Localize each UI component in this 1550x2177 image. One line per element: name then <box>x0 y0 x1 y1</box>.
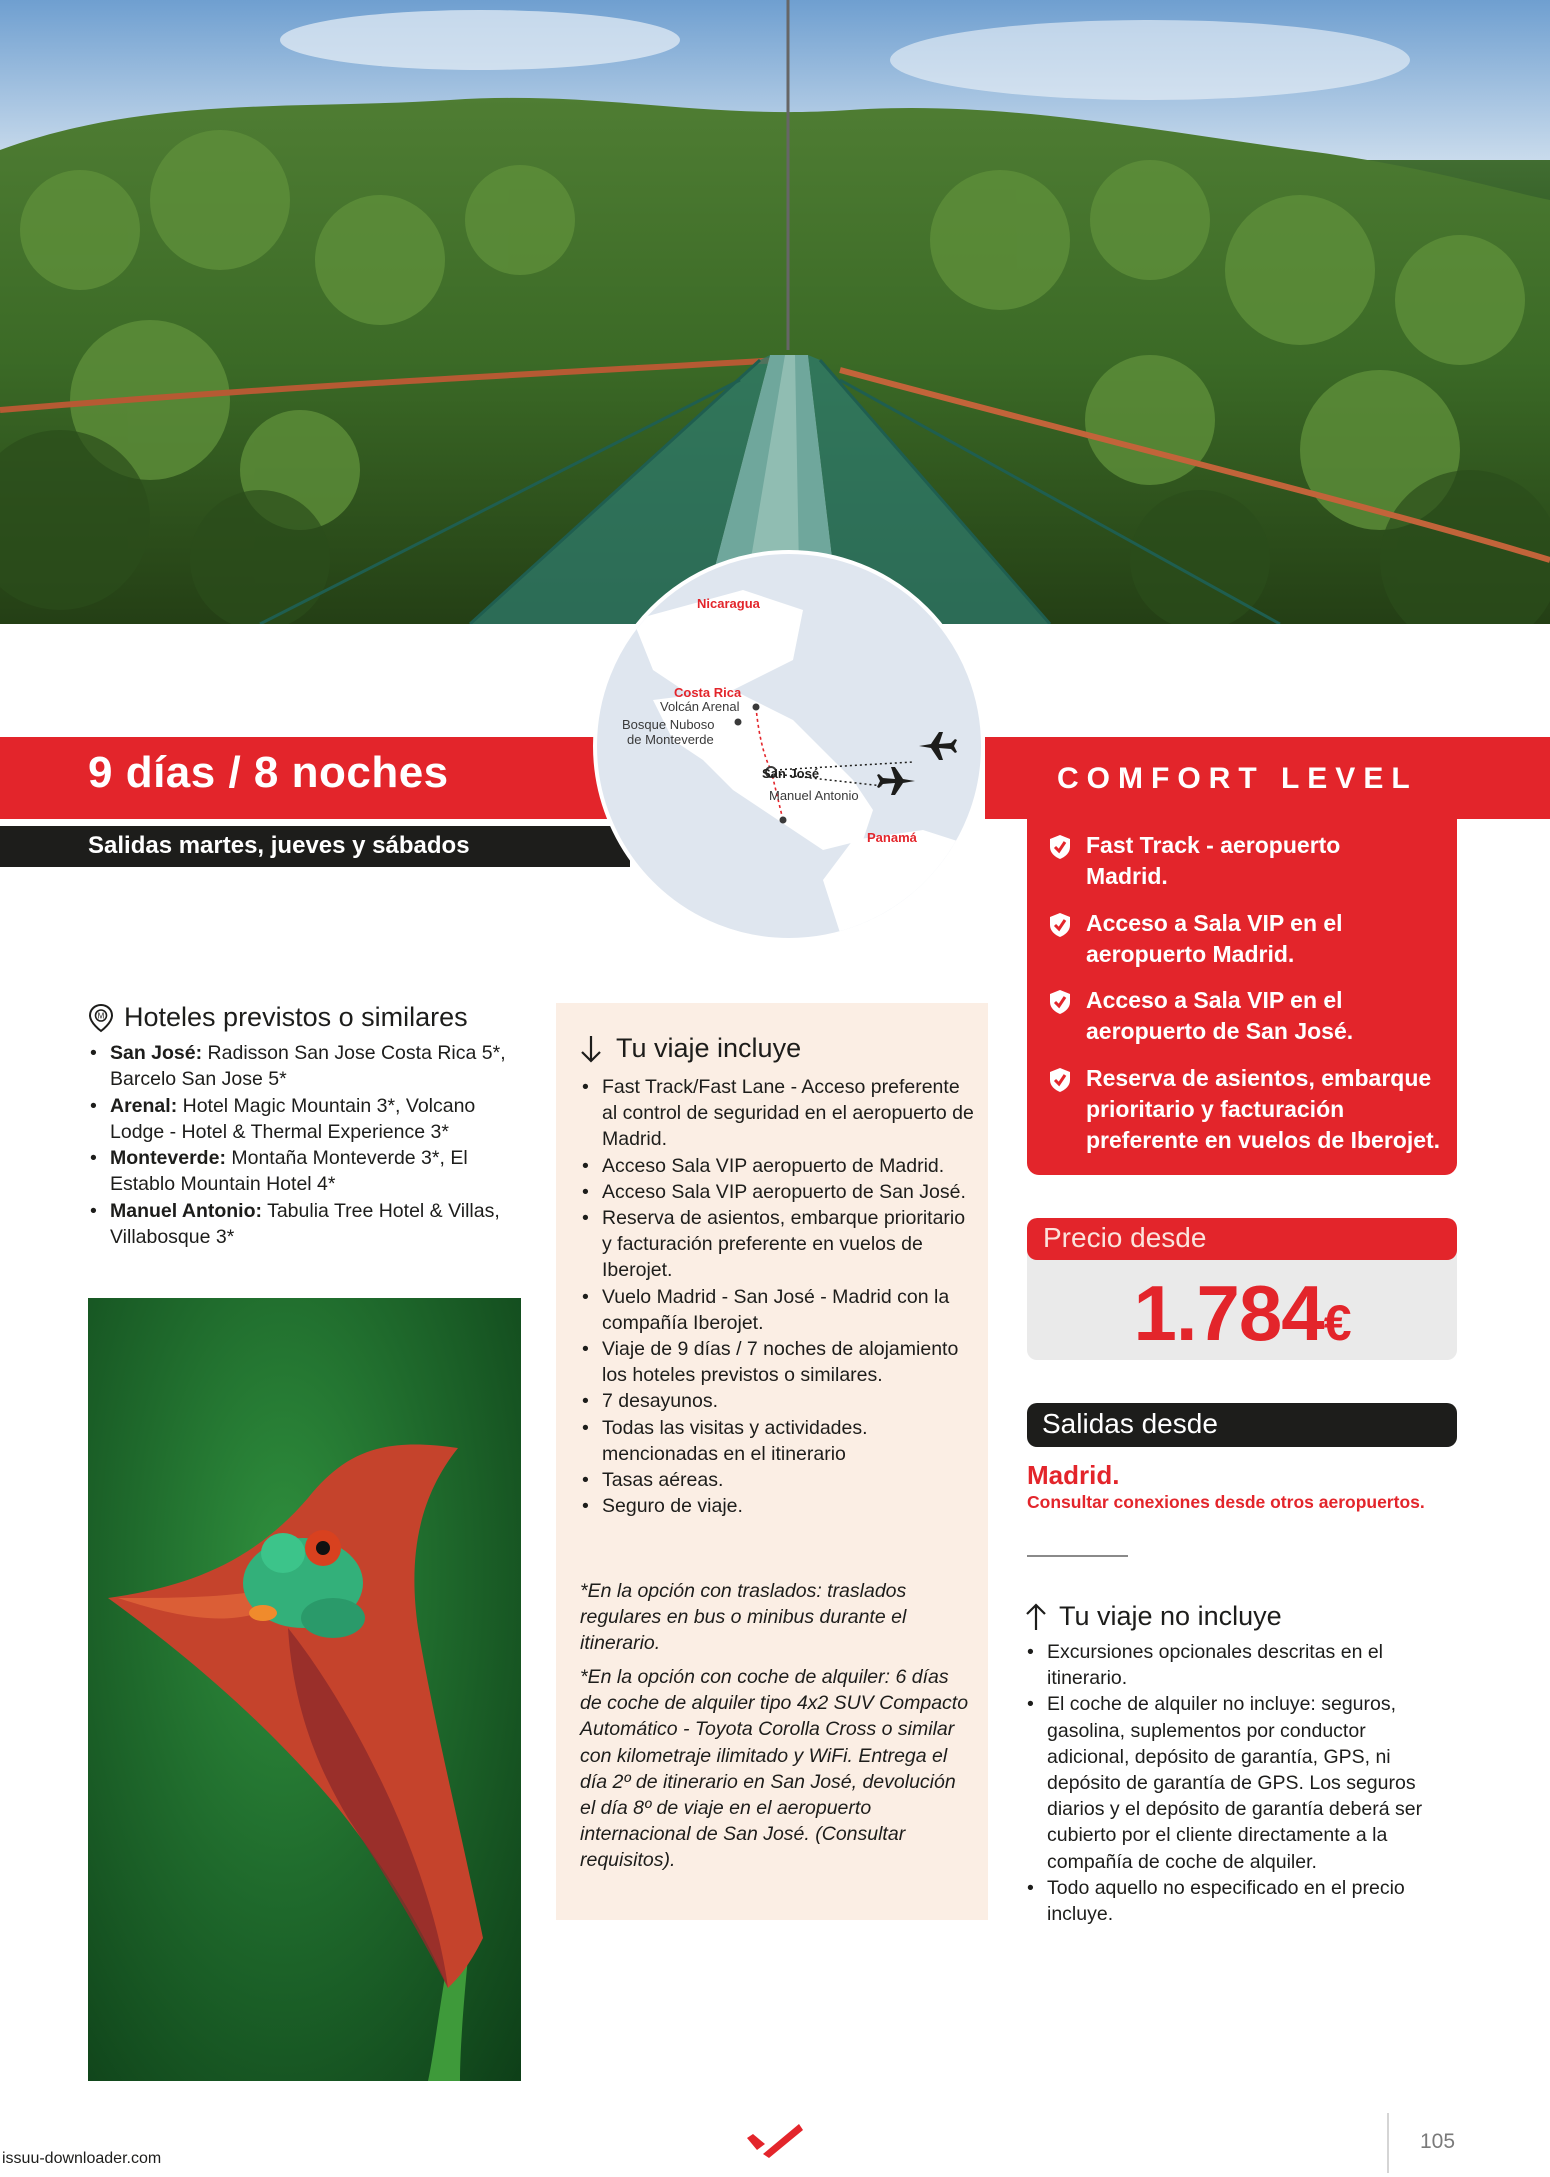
price-amount: 1.784 <box>1133 1269 1324 1357</box>
price-label: Precio desde <box>1043 1222 1207 1253</box>
departure-connections-note: Consultar conexiones desde otros aeropuertos. <box>1027 1492 1425 1512</box>
frog-illustration <box>88 1298 521 2081</box>
comfort-item-line: Reserva de asientos, embarque <box>1086 1065 1432 1091</box>
hotel-names: Villabosque 3* <box>110 1226 235 1249</box>
includes-list <box>580 1074 975 1519</box>
shield-check-icon <box>1048 912 1072 938</box>
price-value <box>1027 1268 1457 1359</box>
list-item: • Excursiones opcionales descritas en el itinerario. <box>1025 1639 1450 1691</box>
includes-heading <box>580 1033 801 1064</box>
trip-duration-title: 9 días / 8 noches <box>88 748 449 797</box>
comfort-item <box>1048 985 1448 1047</box>
list-item: • Acceso Sala VIP aeropuerto de San José. <box>580 1179 975 1205</box>
comfort-level-title: COMFORT LEVEL <box>1057 762 1418 795</box>
list-item: • Todas las visitas y actividades. mencionadas en el itinerario <box>580 1415 975 1467</box>
map-label-nicaragua: Nicaragua <box>697 596 760 611</box>
includes-title: Tu viaje incluye <box>616 1033 802 1063</box>
map-label-monteverde: Bosque Nuboso <box>622 717 715 732</box>
price-currency: € <box>1323 1295 1351 1351</box>
comfort-item-line: preferente en vuelos de Iberojet. <box>1086 1127 1441 1153</box>
list-item <box>88 1040 528 1093</box>
list-item: • Reserva de asientos, embarque prioritario y facturación preferente en vuelos de Iberojet. <box>580 1205 975 1284</box>
list-item: • 7 desayunos. <box>580 1388 975 1414</box>
hotels-heading <box>88 1002 468 1033</box>
list-item: • Tasas aéreas. <box>580 1467 975 1493</box>
list-item: • Fast Track/Fast Lane - Acceso preferente al control de seguridad en el aeropuerto de Madrid. <box>580 1074 975 1153</box>
comfort-item-line: Fast Track - aeropuerto <box>1086 832 1341 858</box>
brand-logo-icon <box>743 2120 805 2160</box>
map-label-costa-rica: Costa Rica <box>674 685 742 700</box>
list-item: • El coche de alquiler no incluye: seguros, gasolina, suplementos por conductor adicional, depósito de garantía, GPS, ni depósito de garantía de GPS. Los seguros diarios y el depósito de garantía deberá ser cubierto por el cliente directamente a la compañía de coche de alquiler. <box>1025 1691 1450 1874</box>
comfort-item-line: aeropuerto de San José. <box>1086 1018 1354 1044</box>
transfer-option-note: *En la opción con traslados: traslados regulares en bus o minibus durante el itinerario. <box>580 1580 907 1655</box>
divider <box>1027 1555 1128 1557</box>
hotel-names: Hotel Magic Mountain 3*, Volcano <box>177 1094 476 1117</box>
not-included-title: Tu viaje no incluye <box>1059 1601 1282 1631</box>
map-label-manuel-antonio: Manuel Antonio <box>769 788 859 803</box>
list-item <box>88 1145 528 1198</box>
airplane-icon <box>917 729 957 763</box>
route-map <box>593 550 985 942</box>
hotels-title: Hoteles previstos o similares <box>124 1002 468 1032</box>
frog-on-calla-lily-photo <box>88 1298 521 2081</box>
arrow-down-icon <box>580 1034 602 1064</box>
not-included-list <box>1025 1639 1450 1927</box>
map-label-san-jose: San José <box>762 766 820 781</box>
hotel-names: Radisson San Jose Costa Rica 5*, <box>202 1042 506 1064</box>
list-item: • Viaje de 9 días / 7 noches de alojamiento los hoteles previstos o similares. <box>580 1336 975 1388</box>
not-included-heading <box>1025 1601 1282 1632</box>
airplane-icon <box>877 764 917 798</box>
rental-car-option-note: *En la opción con coche de alquiler: 6 días de coche de alquiler tipo 4x2 SUV Compacto Automático - Toyota Corolla Cross o similar con kilometraje ilimitado y WiFi. Entrega el día 2º de itinerario en San José, devolución el día 8º de viaje en el aeropuerto internacional de San José. (Consultar requisitos). <box>580 1666 969 1872</box>
shield-check-icon <box>1048 989 1072 1015</box>
list-item: • Vuelo Madrid - San José - Madrid con la compañía Iberojet. <box>580 1284 975 1336</box>
departures-from-label: Salidas desde <box>1042 1408 1218 1439</box>
map-label-panama: Panamá <box>867 830 917 845</box>
comfort-item-line: aeropuerto Madrid. <box>1086 941 1295 967</box>
comfort-item-line: Madrid. <box>1086 863 1168 889</box>
arrow-up-icon <box>1025 1602 1047 1632</box>
hotel-city: Arenal: <box>110 1094 178 1117</box>
comfort-item <box>1048 1063 1448 1156</box>
list-item: • Seguro de viaje. <box>580 1493 975 1519</box>
hotel-names: Barcelo San Jose 5* <box>110 1068 287 1091</box>
departure-days: Salidas martes, jueves y sábados <box>88 832 470 859</box>
hotel-names: Lodge - Hotel & Thermal Experience 3* <box>110 1120 449 1143</box>
hotels-list <box>88 1040 528 1250</box>
hotel-names: Establo Mountain Hotel 4* <box>110 1173 336 1196</box>
price-box <box>1027 1218 1457 1360</box>
comfort-item-line: Acceso a Sala VIP en el <box>1086 987 1343 1013</box>
hotel-city: San José: <box>110 1042 203 1064</box>
departure-city: Madrid. <box>1027 1460 1120 1490</box>
list-item <box>88 1093 528 1146</box>
list-item <box>88 1198 528 1251</box>
comfort-item <box>1048 908 1448 970</box>
map-label-monteverde: de Monteverde <box>627 732 714 747</box>
list-item: • Todo aquello no especificado en el precio incluye. <box>1025 1875 1450 1927</box>
comfort-item-line: prioritario y facturación <box>1086 1096 1345 1122</box>
footer-divider <box>1387 2113 1389 2173</box>
shield-check-icon <box>1048 834 1072 860</box>
location-pin-icon <box>88 1003 114 1033</box>
comfort-item-line: Acceso a Sala VIP en el <box>1086 910 1343 936</box>
hotel-names: Montaña Monteverde 3*, El <box>225 1147 468 1170</box>
hotel-city: Monteverde: <box>110 1147 226 1170</box>
map-label-arenal: Volcán Arenal <box>660 699 740 714</box>
page-number: 105 <box>1420 2130 1456 2153</box>
hero-photo-hanging-bridge <box>0 0 1550 624</box>
hero-bridge-illustration <box>0 0 1550 624</box>
hotel-names: Tabulia Tree Hotel & Villas, <box>262 1199 500 1222</box>
svg-text:M: M <box>97 1011 105 1020</box>
shield-check-icon <box>1048 1067 1072 1093</box>
watermark-text: issuu-downloader.com <box>2 2150 162 2167</box>
hotel-city: Manuel Antonio: <box>110 1199 263 1222</box>
list-item: • Acceso Sala VIP aeropuerto de Madrid. <box>580 1153 975 1179</box>
comfort-item <box>1048 830 1448 892</box>
